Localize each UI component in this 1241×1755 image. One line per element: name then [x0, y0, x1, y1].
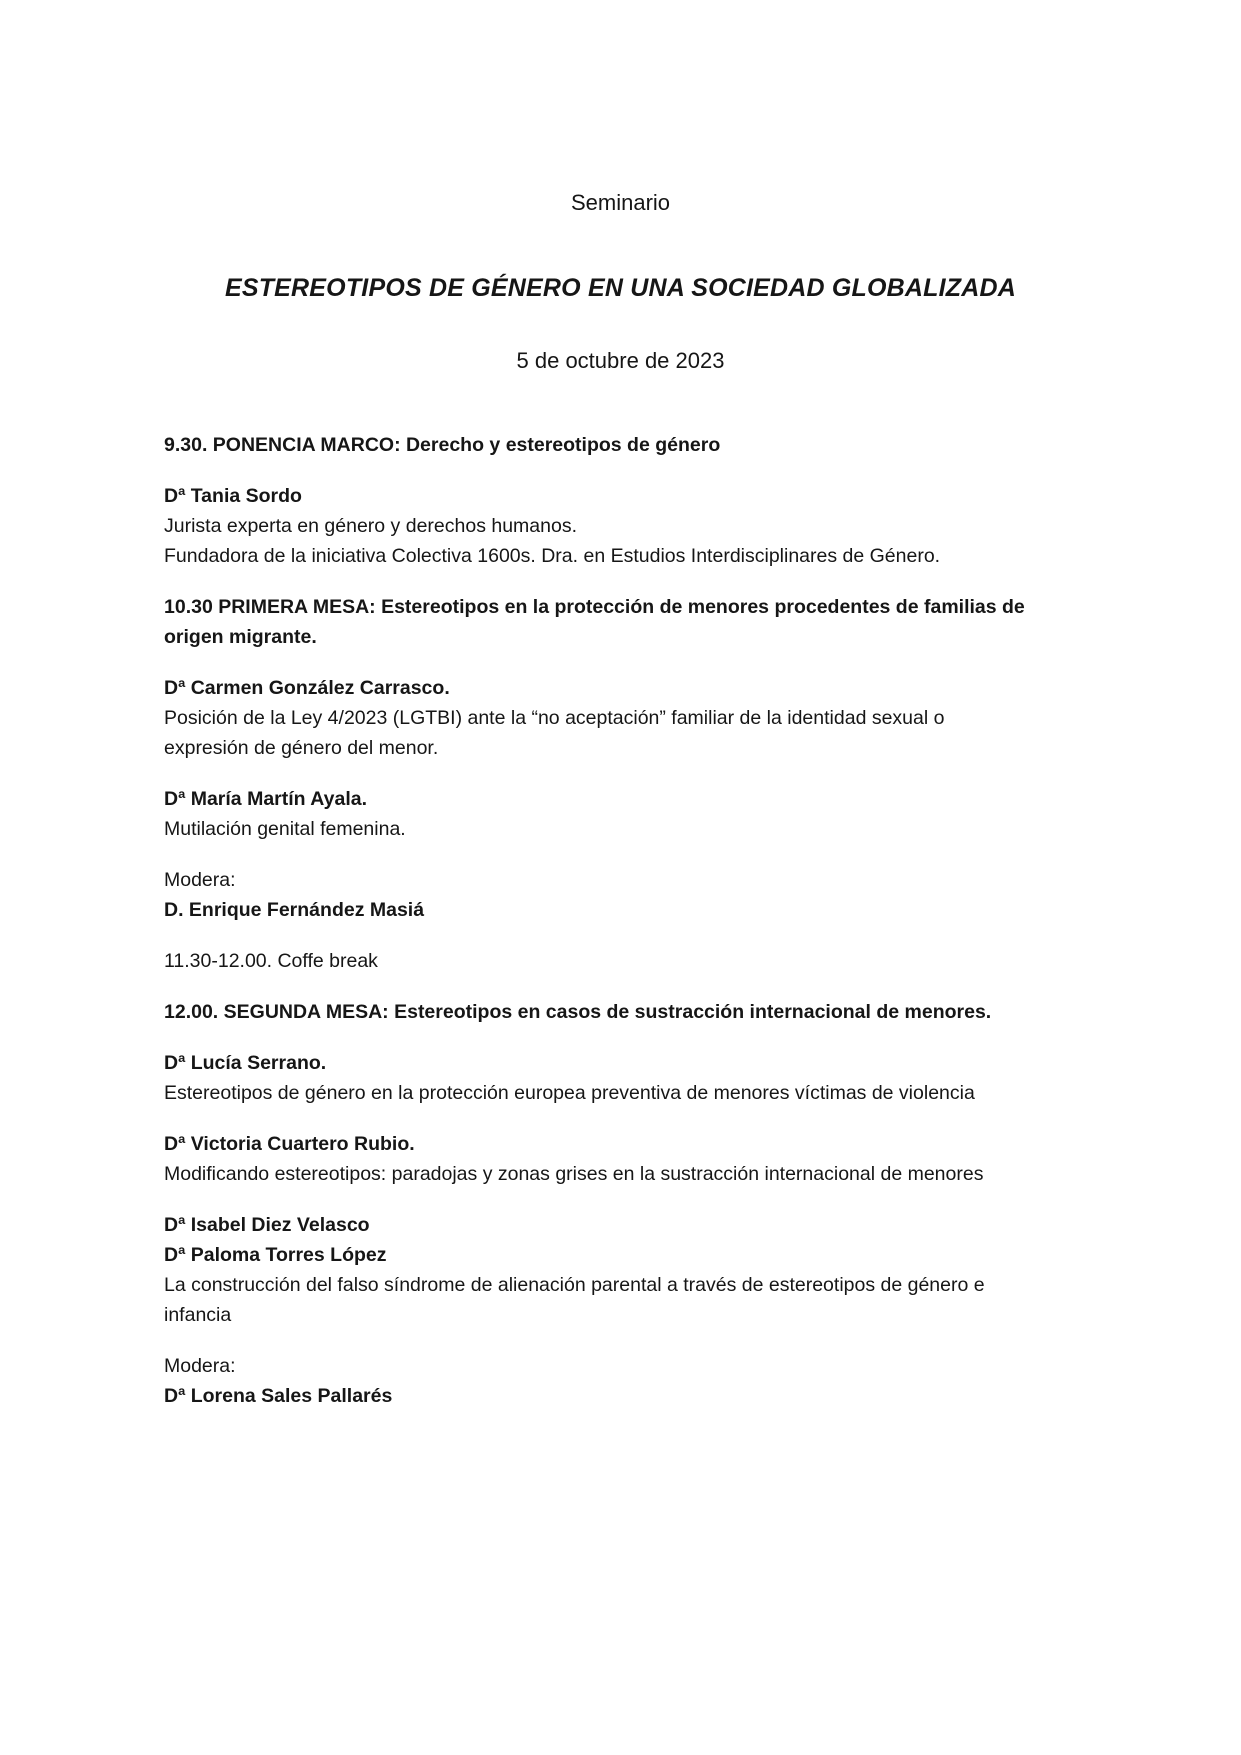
session-ponencia-marco: [164, 430, 1181, 460]
moderator-block-primera-mesa: [164, 865, 1181, 925]
talk-carmen-gonzalez-line1: Posición de la Ley 4/2023 (LGTBI) ante la “no aceptación” familiar de la identidad sexual o: [164, 707, 945, 729]
speaker-tania-sordo-bio-line1: Jurista experta en género y derechos humanos.: [164, 515, 577, 537]
speaker-lucia-serrano-name: Dª Lucía Serrano.: [164, 1052, 327, 1074]
speaker-victoria-cuartero-name: Dª Victoria Cuartero Rubio.: [164, 1133, 415, 1155]
moderator-label-primera-mesa: Modera:: [164, 869, 236, 891]
speaker-isabel-diez-name: Dª Isabel Diez Velasco: [164, 1214, 370, 1236]
session-primera-mesa-heading-line2: origen migrante.: [164, 626, 317, 648]
speaker-block-lucia-serrano: [164, 1048, 1181, 1108]
seminar-title: ESTEREOTIPOS DE GÉNERO EN UNA SOCIEDAD GLOBALIZADA: [224, 274, 1017, 302]
talk-carmen-gonzalez-line2: expresión de género del menor.: [164, 737, 439, 759]
talk-isabel-paloma-line1: La construcción del falso síndrome de alienación parental a través de estereotipos de género e: [164, 1274, 985, 1296]
session-ponencia-marco-heading: 9.30. PONENCIA MARCO: Derecho y estereotipos de género: [164, 434, 721, 456]
speaker-block-maria-martin: [164, 784, 1181, 844]
speaker-tania-sordo-bio-line2: Fundadora de la iniciativa Colectiva 1600s. Dra. en Estudios Interdisciplinares de Género.: [164, 545, 941, 567]
talk-isabel-paloma-line2: infancia: [164, 1304, 232, 1326]
moderator-block-segunda-mesa: [164, 1351, 1181, 1411]
session-primera-mesa-heading-line1: 10.30 PRIMERA MESA: Estereotipos en la protección de menores procedentes de familias de: [164, 596, 1025, 618]
speaker-block-tania-sordo: [164, 481, 1181, 571]
speaker-block-carmen-gonzalez: [164, 673, 1181, 763]
coffee-break-block: [164, 946, 1181, 976]
seminar-kicker: Seminario: [570, 190, 671, 215]
speaker-tania-sordo-name: Dª Tania Sordo: [164, 485, 302, 507]
session-segunda-mesa: [164, 997, 1181, 1027]
speaker-carmen-gonzalez-name: Dª Carmen González Carrasco.: [164, 677, 450, 699]
coffee-break-line: 11.30-12.00. Coffe break: [164, 950, 378, 972]
session-primera-mesa: [164, 592, 1181, 652]
moderator-label-segunda-mesa: Modera:: [164, 1355, 236, 1377]
talk-victoria-cuartero: Modificando estereotipos: paradojas y zonas grises en la sustracción internacional de menores: [164, 1163, 984, 1185]
session-segunda-mesa-heading: 12.00. SEGUNDA MESA: Estereotipos en casos de sustracción internacional de menores.: [164, 1001, 992, 1023]
document-header: [0, 0, 1241, 374]
speaker-block-victoria-cuartero: [164, 1129, 1181, 1189]
program-body: [0, 430, 1241, 1411]
moderator-lorena-sales-name: Dª Lorena Sales Pallarés: [164, 1385, 393, 1407]
speaker-block-isabel-paloma: [164, 1210, 1181, 1330]
talk-maria-martin: Mutilación genital femenina.: [164, 818, 406, 840]
talk-lucia-serrano: Estereotipos de género en la protección europea preventiva de menores víctimas de violencia: [164, 1082, 975, 1104]
moderator-enrique-fernandez-name: D. Enrique Fernández Masiá: [164, 899, 425, 921]
speaker-maria-martin-name: Dª María Martín Ayala.: [164, 788, 367, 810]
speaker-paloma-torres-name: Dª Paloma Torres López: [164, 1244, 387, 1266]
seminar-date: 5 de octubre de 2023: [516, 348, 725, 373]
